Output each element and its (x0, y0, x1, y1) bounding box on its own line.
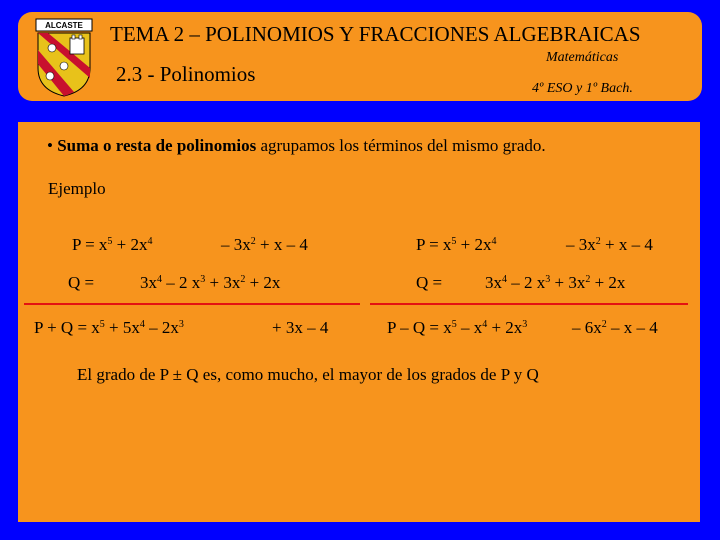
diff-r-b: – x (456, 318, 483, 337)
sum-p-tail (221, 236, 308, 253)
diff-p-exp2: 4 (491, 236, 497, 247)
sum-r-c: – 2x (144, 318, 179, 337)
slide-subtitle: 2.3 - Polinomios (116, 62, 256, 86)
diff-p-polynomial (416, 236, 497, 253)
diff-q-polynomial (485, 274, 625, 291)
level-label: 4º ESO y 1º Bach. (532, 81, 633, 96)
sum-p-tail-b: + x – 4 (255, 235, 308, 254)
sum-p-polynomial (72, 236, 153, 253)
sum-q-b: – 2 x (162, 273, 201, 292)
diff-r-a: P – Q = x (387, 318, 452, 337)
bullet-text: agrupamos los términos del mismo grado. (256, 136, 546, 155)
diff-q-c: + 3x (550, 273, 586, 292)
diff-p-tail (566, 236, 653, 253)
diff-r-exp4: 2 (601, 319, 607, 330)
sum-p-exp2: 4 (147, 236, 153, 247)
sum-p-label: P = x (72, 235, 108, 254)
sum-result (34, 319, 184, 336)
sum-q-a: 3x (140, 273, 157, 292)
diff-r-e: – x – 4 (606, 318, 658, 337)
sum-r-a: P + Q = x (34, 318, 100, 337)
diff-q-exp3: 2 (585, 274, 591, 285)
svg-text:ALCASTE: ALCASTE (45, 21, 83, 30)
sum-p-exp1: 5 (107, 236, 113, 247)
subject-label: Matemáticas (546, 50, 619, 65)
bullet-symbol: • (47, 136, 53, 155)
diff-result (387, 319, 527, 336)
sum-result-tail: + 3x – 4 (272, 318, 329, 337)
school-crest-logo (34, 18, 94, 98)
slide-title: TEMA 2 – POLINOMIOS Y FRACCIONES ALGEBRAICAS (110, 22, 641, 46)
sum-q-exp1: 4 (157, 274, 162, 285)
sum-q-label: Q = (68, 273, 95, 292)
diff-divider-line (370, 303, 688, 305)
sum-q-c: + 3x (205, 273, 241, 292)
sum-q-d: + 2x (245, 273, 281, 292)
sum-p-tail-a: – 3x (221, 235, 251, 254)
diff-p-label: P = x (416, 235, 452, 254)
sum-r-exp3: 3 (178, 319, 184, 330)
diff-q-a: 3x (485, 273, 502, 292)
diff-q-b: – 2 x (507, 273, 546, 292)
diff-q-label: Q = (416, 273, 443, 292)
bullet-bold-text: Suma o resta de polinomios (57, 136, 257, 155)
diff-r-c: + 2x (487, 318, 523, 337)
diff-q-exp1: 4 (502, 274, 507, 285)
sum-p-tail-exp: 2 (250, 236, 256, 247)
bullet-point (47, 137, 546, 154)
diff-r-exp1: 5 (451, 319, 457, 330)
sum-q-exp2: 3 (200, 274, 206, 285)
diff-q-exp2: 3 (545, 274, 551, 285)
sum-p-mid: + 2x (112, 235, 148, 254)
diff-r-exp2: 4 (482, 319, 488, 330)
sum-r-b: + 5x (104, 318, 140, 337)
example-label: Ejemplo (48, 179, 106, 198)
sum-r-exp2: 4 (139, 319, 145, 330)
diff-p-tail-b: + x – 4 (600, 235, 653, 254)
diff-r-d: – 6x (572, 318, 602, 337)
diff-q-d: + 2x (590, 273, 626, 292)
diff-p-tail-a: – 3x (566, 235, 596, 254)
sum-q-polynomial (140, 274, 280, 291)
diff-p-exp1: 5 (451, 236, 457, 247)
diff-p-tail-exp: 2 (595, 236, 601, 247)
conclusion-text: El grado de P ± Q es, como mucho, el mayor de los grados de P y Q (77, 365, 539, 384)
sum-r-exp1: 5 (99, 319, 105, 330)
diff-p-mid: + 2x (456, 235, 492, 254)
sum-divider-line (24, 303, 360, 305)
diff-result-tail (572, 319, 658, 336)
sum-q-exp3: 2 (240, 274, 246, 285)
diff-r-exp3: 3 (522, 319, 528, 330)
